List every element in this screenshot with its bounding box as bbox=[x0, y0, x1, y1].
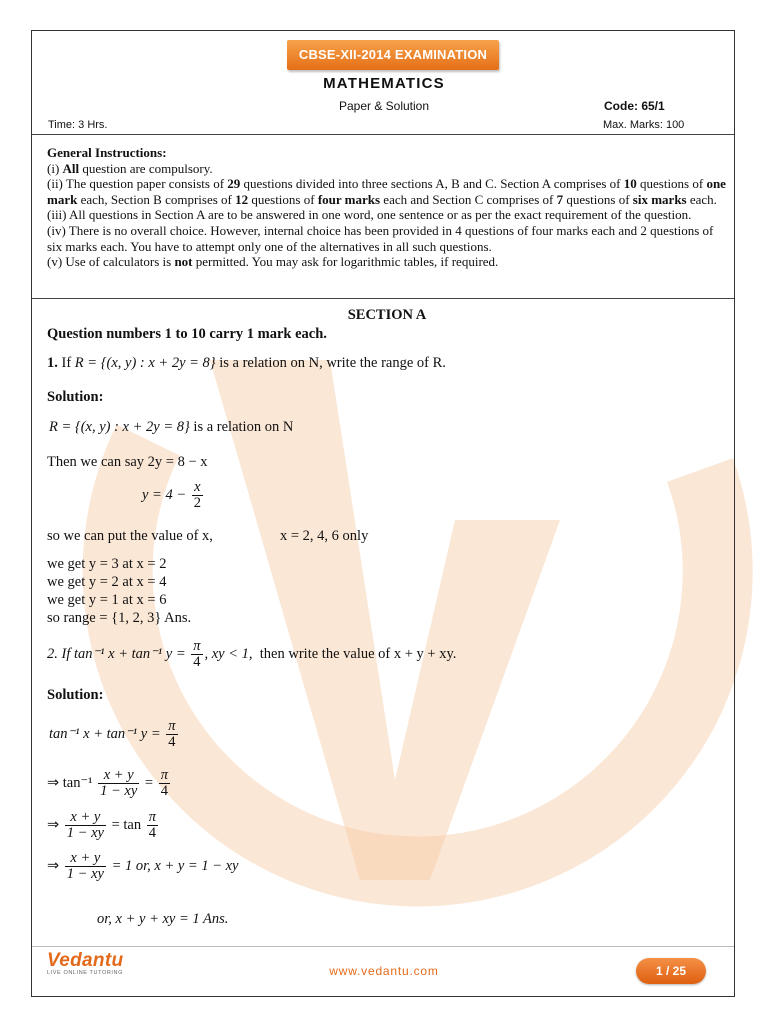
instruction-item: (ii) The question paper consists of 29 questions divided into three sections A, B and C. Section A comprises of 10 questions of one mark each, Section B comprises of 12 questions of four marks each and Section C comprises of 7 questions of six marks each. bbox=[47, 176, 726, 207]
solution-1-line-6: we get y = 2 at x = 4 bbox=[47, 574, 167, 590]
solution-1-line-8: so range = {1, 2, 3} Ans. bbox=[47, 610, 192, 626]
instruction-item: (v) Use of calculators is not permitted. You may ask for logarithmic tables, if required. bbox=[47, 254, 499, 270]
exam-time: Time: 3 Hrs. bbox=[48, 119, 108, 131]
solution-1-line-5: we get y = 3 at x = 2 bbox=[47, 556, 167, 572]
solution-2-line-3: ⇒ $\frac{x + y}{1 - xy}$ = tan $\frac{\pi}{4}$ bbox=[47, 809, 156, 841]
general-instructions bbox=[47, 145, 727, 270]
solution-1-line-2: Then we can say 2y = 8 − x bbox=[47, 454, 208, 470]
solution-2-line-1: tan⁻¹ x + tan⁻¹ y = $\frac{\pi}{4}$ bbox=[49, 718, 176, 750]
question-2: 2. If tan⁻¹ x + tan⁻¹ y = $\frac{\pi}{4}$ , xy < 1, then write the value of x + y + xy. bbox=[47, 638, 457, 670]
vedantu-logo: Vedantu LIVE ONLINE TUTORING bbox=[47, 950, 124, 976]
solution-label-2: Solution: bbox=[47, 687, 104, 703]
solution-label: Solution: bbox=[47, 389, 104, 405]
solution-1-line-7: we get y = 1 at x = 6 bbox=[47, 592, 167, 608]
solution-1-line-1: R = {(x, y) : x + 2y = 8} is a relation on N bbox=[49, 419, 294, 435]
solution-1-line-4a: so we can put the value of x, bbox=[47, 528, 213, 544]
paper-subtitle: Paper & Solution bbox=[338, 99, 430, 113]
section-title: SECTION A bbox=[347, 307, 427, 323]
instructions-heading: General Instructions: bbox=[47, 145, 167, 160]
max-marks: Max. Marks: 100 bbox=[603, 119, 685, 131]
exam-banner: CBSE-XII-2014 EXAMINATION bbox=[287, 40, 499, 70]
solution-2-line-5: or, x + y + xy = 1 Ans. bbox=[97, 911, 229, 927]
section-note: Question numbers 1 to 10 carry 1 mark each. bbox=[47, 326, 327, 342]
page-number-badge: 1 / 25 bbox=[636, 958, 706, 984]
solution-2-line-2: ⇒ tan⁻¹ $\frac{x + y}{1 - xy}$ = $\frac{\pi}{4}$ bbox=[47, 767, 168, 799]
solution-1-line-4b: x = 2, 4, 6 only bbox=[280, 528, 369, 544]
instruction-item: (iv) There is no overall choice. However, internal choice has been provided in 4 questions of four marks each and 2 questions of six marks each. You have to attempt only one of the alternatives in all such questions. bbox=[47, 222, 714, 254]
header-divider bbox=[32, 134, 734, 135]
solution-1-line-3: y = 4 − $\frac{x}{2}$ bbox=[142, 479, 202, 511]
footer-divider bbox=[32, 946, 734, 947]
paper-code: Code: 65/1 bbox=[604, 99, 665, 113]
footer-url[interactable]: www.vedantu.com bbox=[329, 964, 439, 978]
solution-2-line-4: ⇒ $\frac{x + y}{1 - xy}$ = 1 or, x + y = 1 − xy bbox=[47, 850, 239, 882]
subject-title: MATHEMATICS bbox=[323, 75, 445, 92]
instruction-item: (i) All question are compulsory. bbox=[47, 160, 213, 176]
question-1: 1. If R = {(x, y) : x + 2y = 8} is a relation on N, write the range of R. bbox=[47, 355, 446, 371]
instruction-item: (iii) All questions in Section A are to be answered in one word, one sentence or as per the exact requirement of the question. bbox=[47, 207, 692, 223]
instructions-divider bbox=[32, 298, 734, 299]
